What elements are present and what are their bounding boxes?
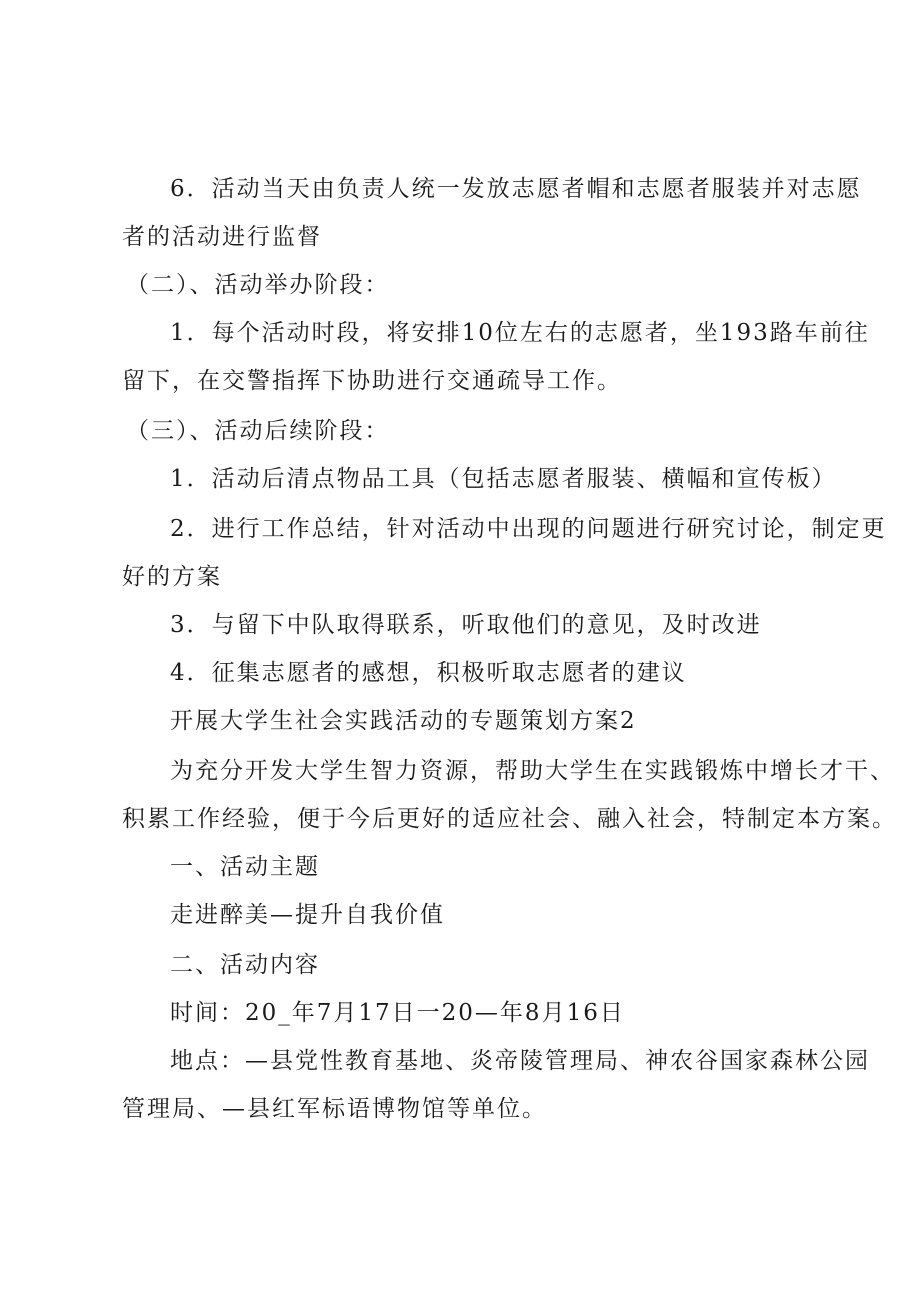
- content-heading: 二、活动内容: [170, 952, 320, 978]
- section2-heading: （二）、活动举办阶段：: [126, 272, 390, 298]
- section3-heading: （三）、活动后续阶段：: [126, 418, 390, 444]
- section2-item1-line2: 留下，在交警指挥下协助进行交通疏导工作。: [122, 368, 622, 394]
- theme-heading: 一、活动主题: [170, 854, 320, 880]
- section3-item2-line2: 好的方案: [122, 564, 222, 590]
- time-text: 时间：20_年7月17日一20—年8月16日: [170, 1000, 625, 1026]
- intro-line1: 为充分开发大学生智力资源，帮助大学生在实践锻炼中增长才干、: [170, 758, 895, 784]
- section3-item4: 4．征集志愿者的感想，积极听取志愿者的建议: [170, 660, 687, 686]
- intro-line2: 积累工作经验，便于今后更好的适应社会、融入社会，特制定本方案。: [122, 806, 897, 832]
- doc2-title: 开展大学生社会实践活动的专题策划方案2: [170, 708, 637, 734]
- item6-line1: 6．活动当天由负责人统一发放志愿者帽和志愿者服装并对志愿: [170, 176, 862, 202]
- place-line1: 地点：—县党性教育基地、炎帝陵管理局、神农谷国家森林公园: [170, 1048, 870, 1074]
- section3-item2-line1: 2．进行工作总结，针对活动中出现的问题进行研究讨论，制定更: [170, 516, 887, 542]
- section2-item1-line1: 1．每个活动时段，将安排10位左右的志愿者，坐193路车前往: [170, 320, 870, 346]
- place-line2: 管理局、—县红军标语博物馆等单位。: [122, 1096, 547, 1122]
- section3-item3: 3．与留下中队取得联系，听取他们的意见，及时改进: [170, 612, 762, 638]
- theme-text: 走进醉美—提升自我价值: [170, 902, 445, 928]
- section3-item1: 1．活动后清点物品工具（包括志愿者服装、横幅和宣传板）: [170, 466, 837, 492]
- item6-line2: 者的活动进行监督: [122, 224, 322, 250]
